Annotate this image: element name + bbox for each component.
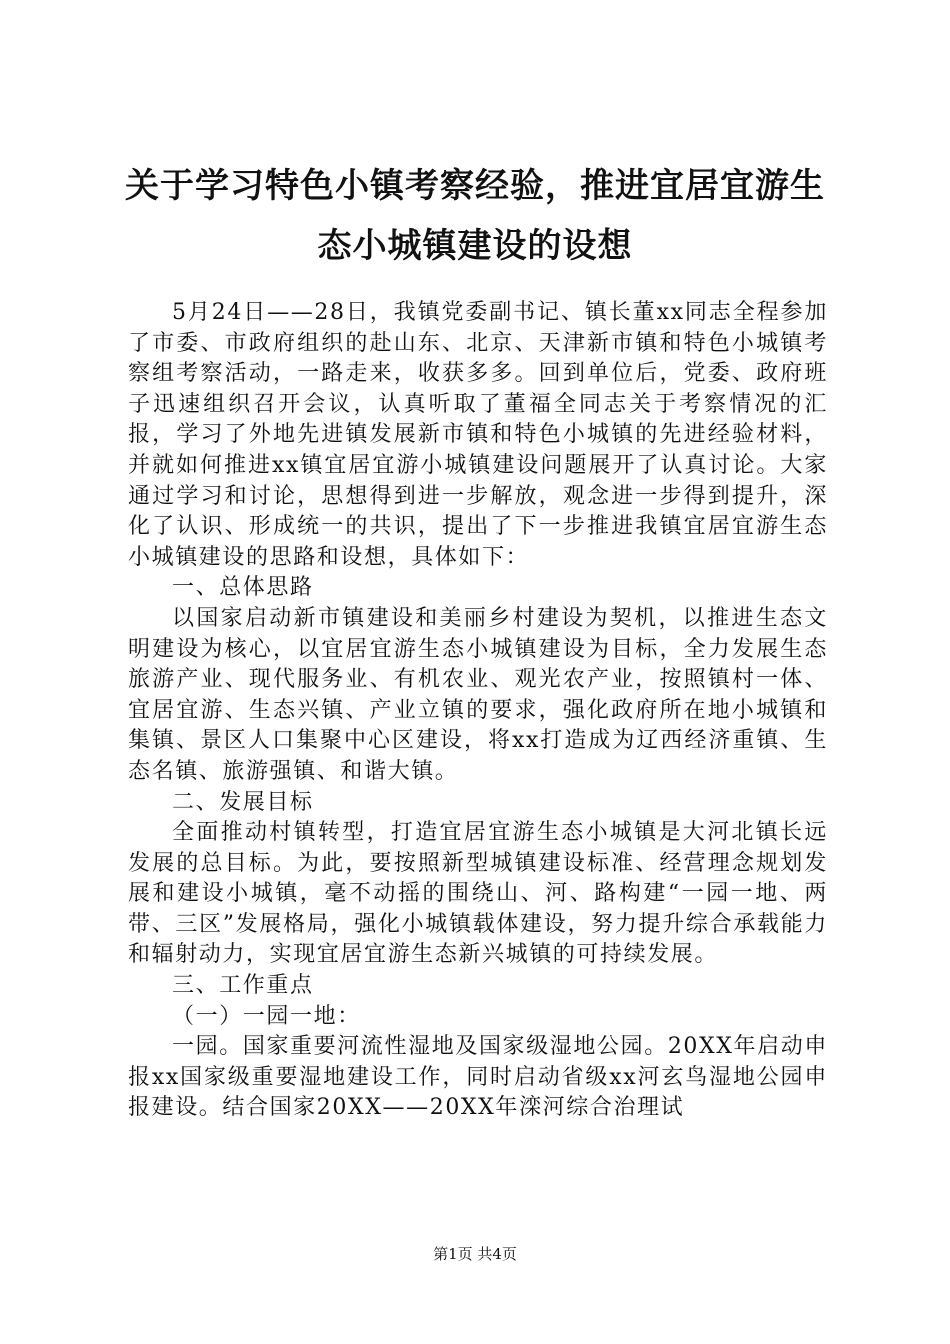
page-number-footer: 第1页 共4页 xyxy=(433,1245,517,1263)
section-heading-overall-approach: 一、总体思路 xyxy=(172,575,314,601)
subsection-heading-one-park-one-land: （一）一园一地： xyxy=(172,1003,361,1029)
intro-paragraph: 5月24日——28日，我镇党委副书记、镇长董xx同志全程参加了市委、市政府组织的赴山东、北京、天津新市镇和特色小城镇考察组考察活动，一路走来，收获多多。回到单位后，党委、政府班子迅速组织召开会议，认真听取了董福全同志关于考察情况的汇报，学习了外地先进镇发展新市镇和特色小城镇的先进经验材料，并就如何推进xx镇宜居宜游小城镇建设问题展开了认真讨论。大家通过学习和讨论，思想得到进一步解放，观念进一步得到提升，深化了认识、形成统一的共识，提出了下一步推进我镇宜居宜游生态小城镇建设的思路和设想，具体如下： xyxy=(128,300,828,570)
section-heading-development-goals: 二、发展目标 xyxy=(172,789,314,815)
overall-approach-paragraph: 以国家启动新市镇建设和美丽乡村建设为契机，以推进生态文明建设为核心，以宜居宜游生态小城镇建设为目标，全力发展生态旅游产业、现代服务业、有机农业、观光农产业，按照镇村一体、宜居宜游、生态兴镇、产业立镇的要求，强化政府所在地小城镇和集镇、景区人口集聚中心区建设，将xx打造成为辽西经济重镇、生态名镇、旅游强镇、和谐大镇。 xyxy=(128,605,828,784)
one-park-paragraph: 一园。国家重要河流性湿地及国家级湿地公园。20XX年启动申报xx国家级重要湿地建设工作，同时启动省级xx河玄鸟湿地公园申报建设。结合国家20XX——20XX年滦河综合治理试 xyxy=(128,1034,828,1121)
development-goals-paragraph: 全面推动村镇转型，打造宜居宜游生态小城镇是大河北镇长远发展的总目标。为此，要按照新型城镇建设标准、经营理念规划发展和建设小城镇，毫不动摇的围绕山、河、路构建“一园一地、两带、三区”发展格局，强化小城镇载体建设，努力提升综合承载能力和辐射动力，实现宜居宜游生态新兴城镇的可持续发展。 xyxy=(128,820,828,968)
document-body xyxy=(128,298,828,1124)
section-heading-work-focus: 三、工作重点 xyxy=(172,973,314,999)
document-title-line-1: 关于学习特色小镇考察经验，推进宜居宜游生 xyxy=(125,166,825,206)
document-title-line-2: 态小城镇建设的设想 xyxy=(317,226,633,266)
